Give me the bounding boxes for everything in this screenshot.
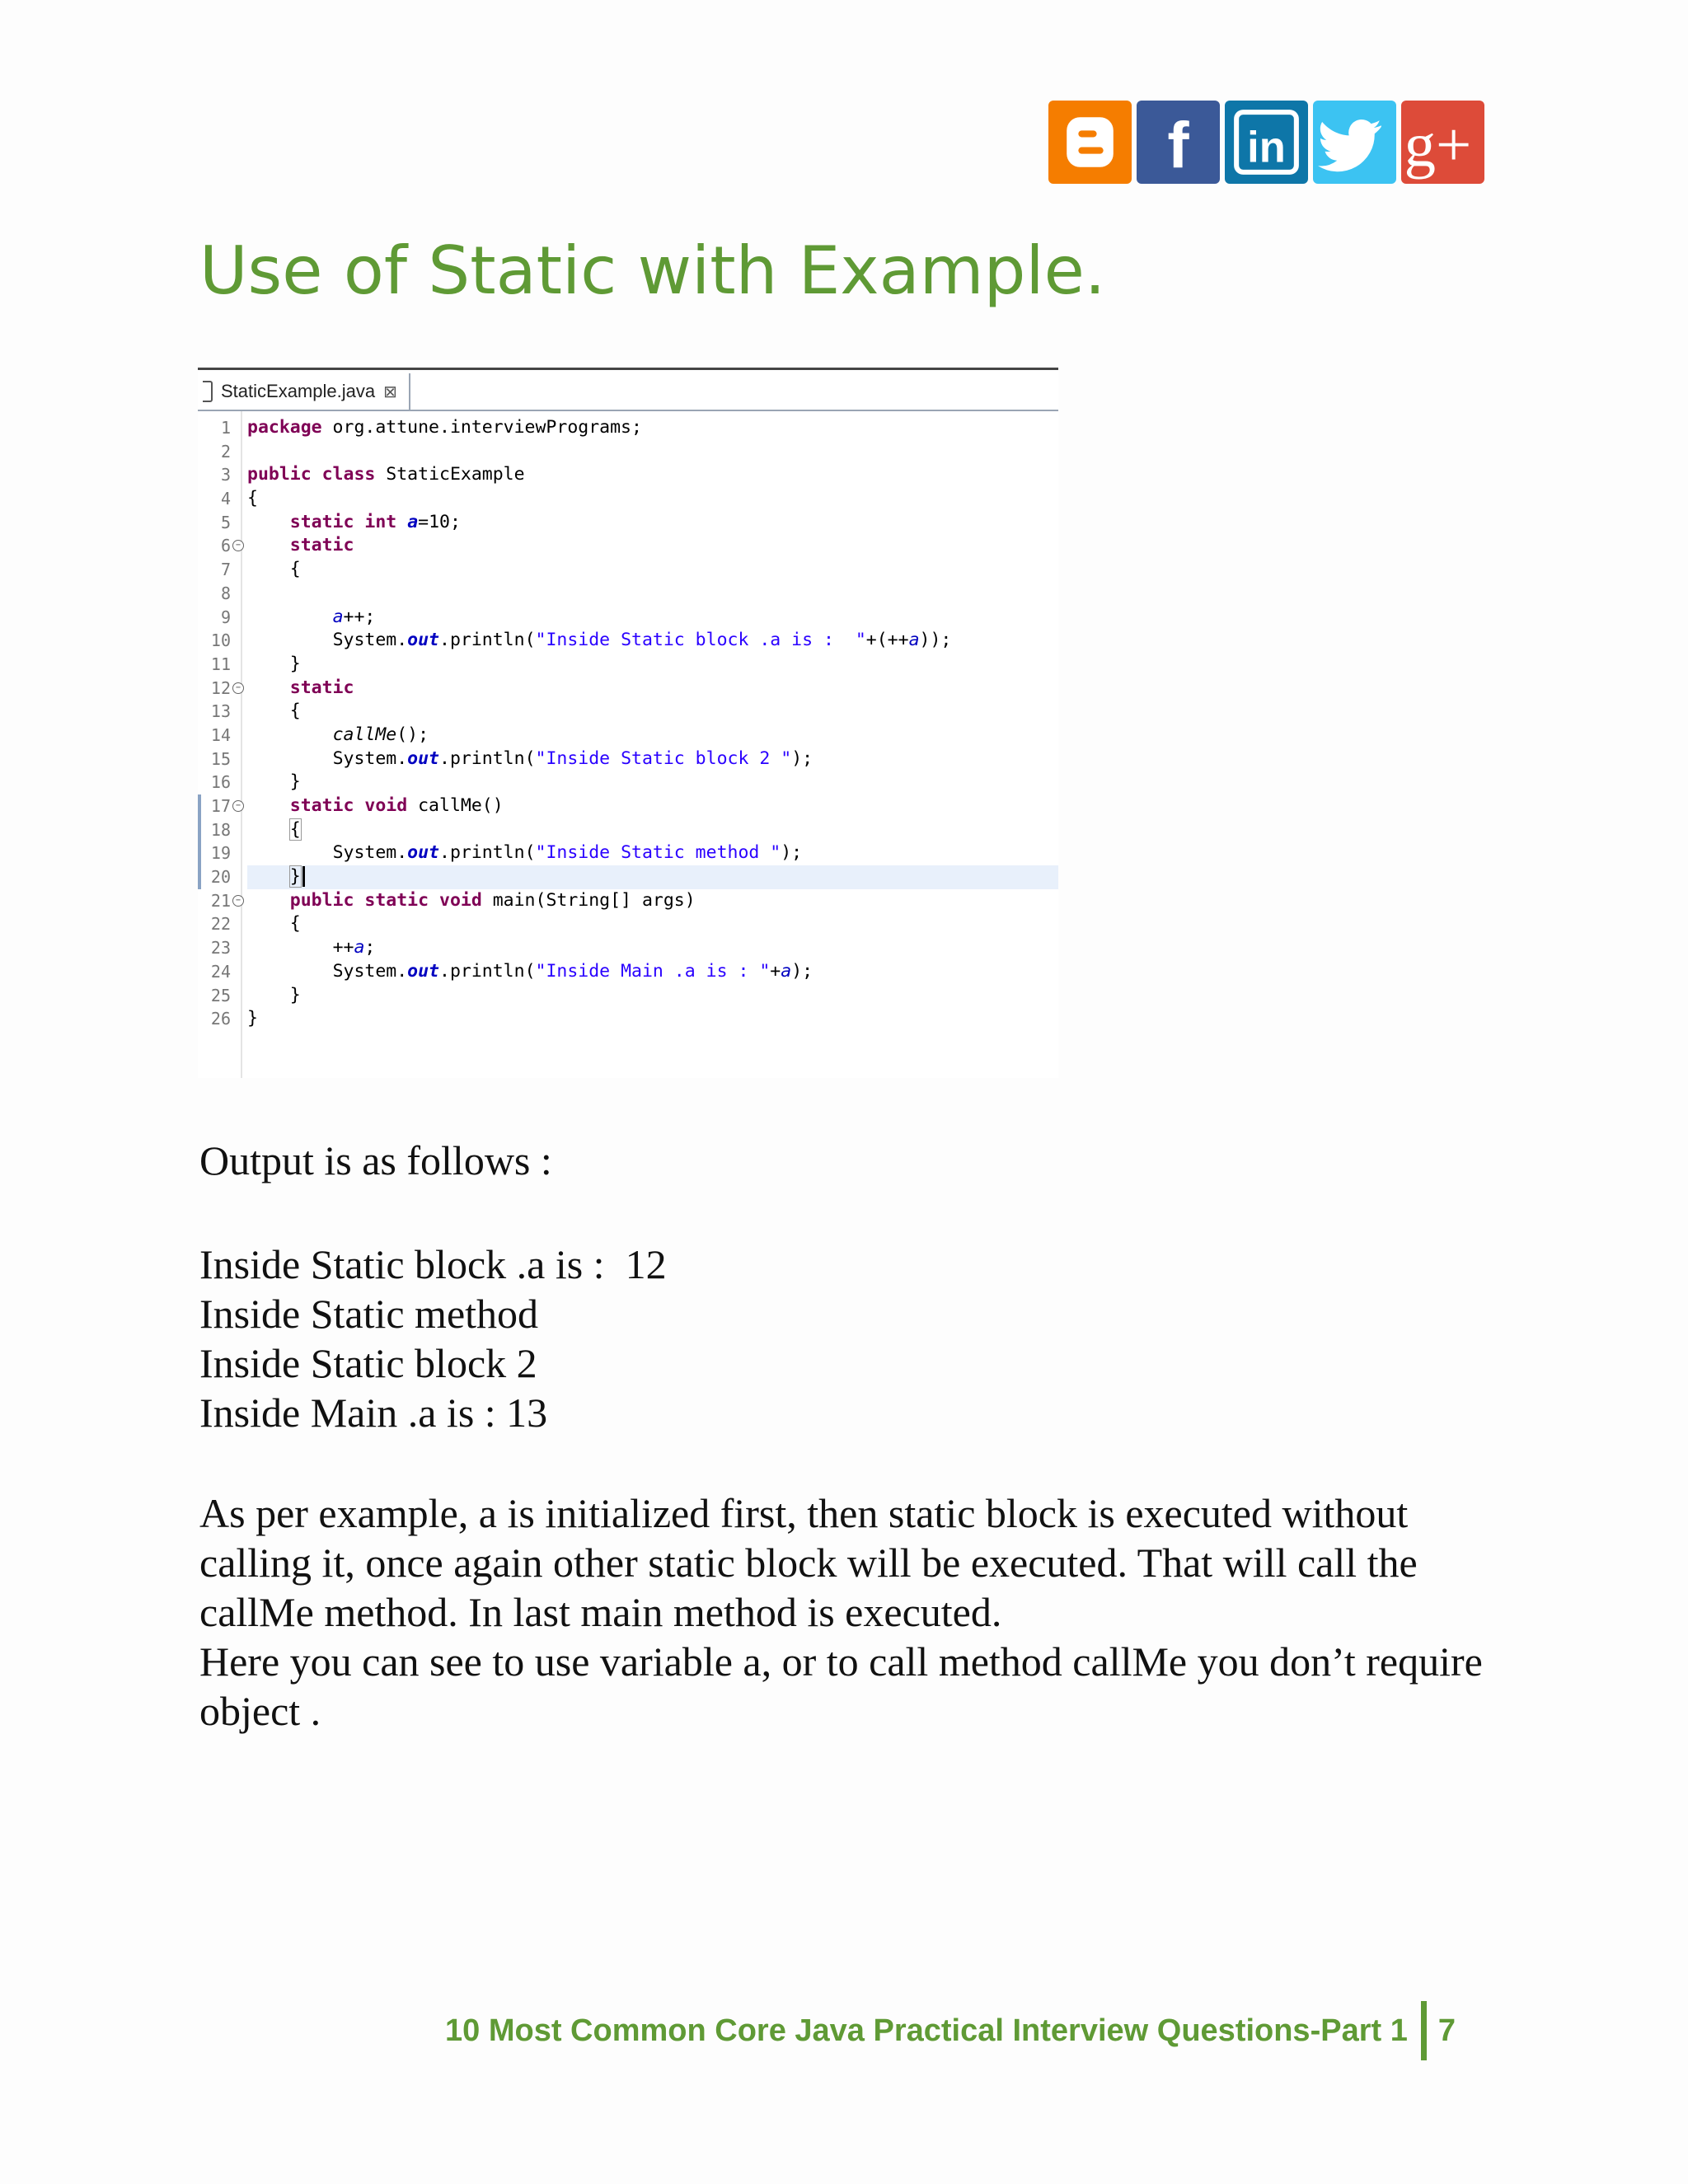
code-line	[247, 1007, 1058, 1031]
keyword: static void	[289, 795, 408, 816]
code-line	[247, 936, 1058, 960]
google-plus-glyph: g+	[1404, 109, 1472, 180]
code-text: System.	[332, 842, 408, 864]
line-number: 20	[198, 865, 241, 889]
line-number: 25	[210, 985, 231, 1005]
code-line	[247, 629, 1058, 653]
social-icons	[1048, 101, 1484, 184]
code-text: ;	[364, 937, 376, 958]
code-line	[247, 487, 1058, 511]
code-line	[247, 912, 1058, 936]
editor-tab-bar	[198, 368, 1058, 411]
code-line	[247, 818, 1058, 842]
line-number: 1	[220, 418, 231, 438]
linkedin-glyph: in	[1247, 123, 1286, 172]
line-number: 15	[210, 748, 231, 769]
code-line	[247, 724, 1058, 748]
method-call: callMe	[332, 724, 397, 745]
code-text: .println(	[439, 960, 536, 982]
code-line	[247, 463, 1058, 487]
code-text: =10;	[418, 511, 461, 532]
line-number: 9	[220, 607, 231, 627]
keyword: static	[289, 677, 354, 698]
page-number: 7	[1437, 2013, 1456, 2048]
line-number: 5	[220, 512, 231, 532]
static-field: a	[781, 960, 792, 982]
code-text: .println(	[439, 630, 536, 651]
code-text: System.	[332, 748, 408, 769]
keyword: static int	[289, 511, 397, 532]
fold-collapse-icon[interactable]: −	[232, 540, 244, 551]
line-number: 14	[210, 724, 231, 745]
explanation-paragraph: As per example, a is initialized first, then static block is executed without calling it, once again other static block will be executed. That will call the callMe method. In last main method is executed.	[199, 1490, 1418, 1635]
line-number	[198, 677, 241, 701]
string-literal: "Inside Static block .a is : "	[535, 630, 866, 651]
code-text: System.	[332, 960, 408, 982]
code-text: ();	[396, 724, 429, 745]
line-number: 19	[198, 841, 241, 865]
code-text: }	[247, 1008, 258, 1029]
static-field: out	[407, 748, 440, 769]
code-line	[247, 960, 1058, 984]
output-line: Inside Static method	[199, 1291, 539, 1337]
code-line	[247, 841, 1058, 865]
footer-title: 10 Most Common Core Java Practical Interview Questions-Part 1	[445, 2013, 1408, 2048]
code-text: org.attune.interviewPrograms;	[321, 417, 642, 438]
facebook-icon[interactable]	[1137, 101, 1220, 184]
fold-collapse-icon[interactable]: −	[232, 800, 244, 812]
keyword: static	[289, 535, 354, 556]
line-number: 13	[210, 701, 231, 722]
footer-divider	[1421, 2001, 1427, 2060]
code-line	[247, 440, 1058, 464]
line-number	[198, 794, 241, 818]
keyword: public static void	[289, 889, 482, 911]
code-text: }	[289, 653, 301, 674]
code-text: ++	[332, 937, 354, 958]
static-field: a	[354, 937, 365, 958]
keyword: package	[247, 417, 322, 438]
line-number: 7	[220, 560, 231, 580]
close-tab-icon[interactable]: ⊠	[383, 382, 397, 401]
output-line: Inside Main .a is : 13	[199, 1390, 548, 1436]
code-text: {	[289, 818, 301, 840]
keyword: public class	[247, 464, 376, 485]
text-cursor	[302, 866, 305, 887]
code-line	[247, 416, 1058, 440]
code-text: .println(	[439, 748, 536, 769]
java-file-icon	[203, 381, 213, 402]
line-number-text: 6	[220, 536, 231, 556]
code-text: {	[289, 559, 301, 580]
code-line	[247, 677, 1058, 701]
code-text: ++;	[343, 606, 376, 627]
line-number-text: 12	[210, 677, 231, 698]
line-number: 23	[210, 938, 231, 958]
code-text-area[interactable]	[242, 411, 1058, 1078]
code-text: {	[247, 488, 258, 509]
code-line	[247, 606, 1058, 630]
code-text: .println(	[439, 842, 536, 864]
code-text: {	[289, 701, 301, 722]
code-line	[247, 984, 1058, 1008]
line-number: 26	[210, 1009, 231, 1029]
code-line	[247, 653, 1058, 677]
line-number	[198, 534, 241, 558]
google-plus-icon[interactable]	[1401, 101, 1484, 184]
output-list	[199, 1240, 667, 1437]
line-number-text: 21	[210, 890, 231, 911]
string-literal: "Inside Static method "	[535, 842, 781, 864]
editor-tab-static-example[interactable]	[198, 373, 410, 410]
line-number: 24	[210, 961, 231, 982]
code-text: );	[781, 842, 803, 864]
static-field: out	[407, 960, 440, 982]
code-text: +(++	[865, 630, 909, 651]
line-number: 16	[210, 772, 231, 793]
output-line: Inside Static block .a is : 12	[199, 1241, 667, 1287]
static-field: out	[407, 842, 440, 864]
code-text: callMe()	[407, 795, 504, 816]
code-text: +	[770, 960, 781, 982]
twitter-icon[interactable]	[1313, 101, 1396, 184]
explanation-paragraph: Here you can see to use variable a, or to call method callMe you don’t require object .	[199, 1638, 1483, 1734]
code-line	[247, 748, 1058, 771]
code-line	[247, 700, 1058, 724]
static-field: out	[407, 630, 440, 651]
code-text: StaticExample	[375, 464, 525, 485]
code-text: }	[289, 771, 301, 793]
code-line	[247, 794, 1058, 818]
page-footer	[445, 2001, 1456, 2060]
line-number-gutter	[198, 411, 242, 1078]
code-text: ));	[919, 630, 952, 651]
page-title: Use of Static with Example.	[199, 232, 1106, 309]
static-field: a	[332, 606, 344, 627]
code-text: System.	[332, 630, 408, 651]
code-line	[247, 534, 1058, 558]
code-line	[247, 582, 1058, 606]
code-text: main(String[] args)	[481, 889, 696, 911]
code-text: }	[289, 866, 301, 888]
fold-collapse-icon[interactable]: −	[232, 895, 244, 907]
line-number: 10	[210, 630, 231, 651]
line-number: 2	[220, 441, 231, 462]
code-line	[247, 771, 1058, 794]
explanation	[199, 1488, 1485, 1736]
line-number: 4	[220, 489, 231, 509]
code-line-current	[247, 865, 1058, 889]
blogger-icon[interactable]	[1048, 101, 1132, 184]
line-number	[198, 889, 241, 913]
code-text: }	[289, 984, 301, 1005]
output-label: Output is as follows :	[199, 1137, 552, 1183]
line-number: 3	[220, 465, 231, 485]
line-number: 18	[198, 818, 241, 842]
facebook-glyph: f	[1167, 108, 1189, 181]
linkedin-icon[interactable]	[1225, 101, 1308, 184]
line-number: 11	[210, 654, 231, 674]
output-line: Inside Static block 2	[199, 1340, 537, 1386]
string-literal: "Inside Static block 2 "	[535, 748, 792, 769]
code-line	[247, 558, 1058, 582]
line-number-text: 17	[210, 796, 231, 816]
code-text: );	[791, 960, 814, 982]
line-number: 8	[220, 583, 231, 603]
tab-label: StaticExample.java	[221, 381, 376, 401]
code-text: );	[791, 748, 814, 769]
fold-collapse-icon[interactable]: −	[232, 682, 244, 694]
code-line	[247, 511, 1058, 535]
line-number: 22	[210, 914, 231, 935]
code-line	[247, 889, 1058, 913]
code-editor	[198, 368, 1058, 1078]
static-field: a	[908, 630, 920, 651]
code-text: {	[289, 913, 301, 935]
static-field: a	[407, 511, 419, 532]
string-literal: "Inside Main .a is : "	[535, 960, 771, 982]
